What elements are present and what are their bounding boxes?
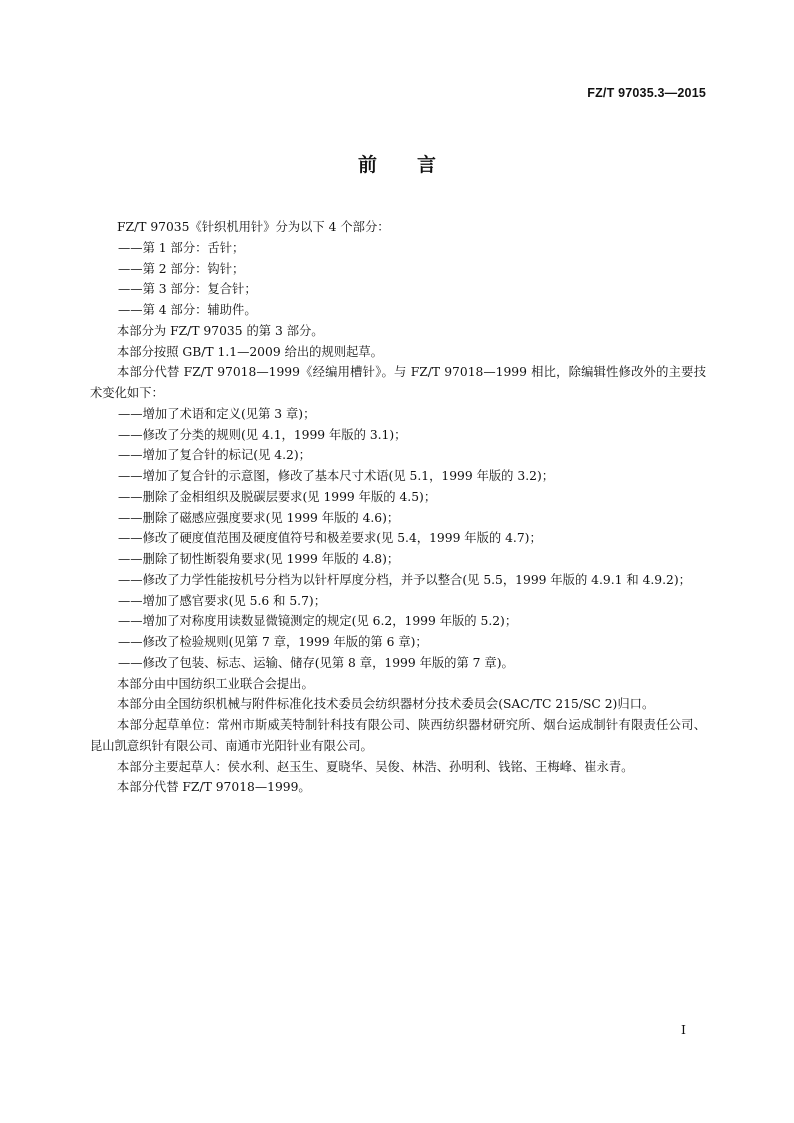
list-item-change: ——修改了硬度值范围及硬度值符号和极差要求(见 5.4，1999 年版的 4.7)； bbox=[118, 531, 542, 546]
paragraph-drafting-units: 本部分起草单位：常州市斯威芙特制针科技有限公司、陕西纺织器材研究所、烟台运成制针有限责任公司、昆山凯意织针有限公司、南通市光阳针业有限公司。 bbox=[90, 718, 706, 753]
list-item-change: ——增加了对称度用读数显微镜测定的规定(见 6.2，1999 年版的 5.2)； bbox=[118, 614, 518, 629]
paragraph-drafters: 本部分主要起草人：侯水利、赵玉生、夏晓华、吴俊、林浩、孙明利、钱铭、王梅峰、崔永青。 bbox=[117, 759, 634, 774]
foreword-body bbox=[90, 217, 706, 798]
list-item-part-4: ——第 4 部分：辅助件。 bbox=[118, 303, 257, 317]
paragraph-replaces: 本部分代替 FZ/T 97018—1999。 bbox=[117, 780, 311, 795]
list-item-change: ——修改了力学性能按机号分档为以针杆厚度分档，并予以整合(见 5.5，1999 年版的 4.9.1 和 4.9.2)； bbox=[118, 572, 691, 587]
list-item-change: ——修改了包装、标志、运输、储存(见第 8 章，1999 年版的第 7 章)。 bbox=[118, 655, 514, 670]
paragraph-proposed-by: 本部分由中国纺织工业联合会提出。 bbox=[117, 676, 314, 691]
paragraph-parts-intro: FZ/T 97035《针织机用针》分为以下 4 个部分： bbox=[117, 220, 390, 234]
page-number: I bbox=[681, 1022, 686, 1037]
list-item-change: ——删除了磁感应强度要求(见 1999 年版的 4.6)； bbox=[118, 510, 400, 525]
list-item-change: ——增加了术语和定义(见第 3 章)； bbox=[118, 406, 316, 421]
paragraph-part-statement: 本部分为 FZ/T 97035 的第 3 部分。 bbox=[117, 323, 324, 338]
page-title: 前言 bbox=[357, 154, 476, 176]
list-item-change: ——修改了分类的规则(见 4.1，1999 年版的 3.1)； bbox=[118, 427, 407, 442]
paragraph-drafting-rules: 本部分按照 GB/T 1.1—2009 给出的规则起草。 bbox=[117, 344, 383, 359]
list-item-part-3: ——第 3 部分：复合针； bbox=[118, 282, 257, 297]
list-item-part-1: ——第 1 部分：舌针； bbox=[118, 240, 245, 255]
standard-number: FZ/T 97035.3—2015 bbox=[587, 86, 706, 100]
paragraph-replaces-changes: 本部分代替 FZ/T 97018—1999《经编用槽针》。与 FZ/T 97018—1999 相比，除编辑性修改外的主要技术变化如下： bbox=[90, 365, 706, 400]
list-item-change: ——修改了检验规则(见第 7 章，1999 年版的第 6 章)； bbox=[118, 635, 428, 649]
list-item-change: ——删除了金相组织及脱碳层要求(见 1999 年版的 4.5)； bbox=[118, 489, 437, 504]
list-item-change: ——增加了复合针的示意图，修改了基本尺寸术语(见 5.1，1999 年版的 3.2)； bbox=[118, 469, 555, 483]
paragraph-centralized-by: 本部分由全国纺织机械与附件标准化技术委员会纺织器材分技术委员会(SAC/TC 215/SC 2)归口。 bbox=[117, 697, 655, 712]
list-item-change: ——增加了感官要求(见 5.6 和 5.7)； bbox=[118, 593, 326, 608]
list-item-part-2: ——第 2 部分：钩针； bbox=[118, 261, 245, 276]
list-item-change: ——增加了复合针的标记(见 4.2)； bbox=[118, 448, 311, 463]
list-item-change: ——删除了韧性断裂角要求(见 1999 年版的 4.8)； bbox=[118, 552, 400, 566]
